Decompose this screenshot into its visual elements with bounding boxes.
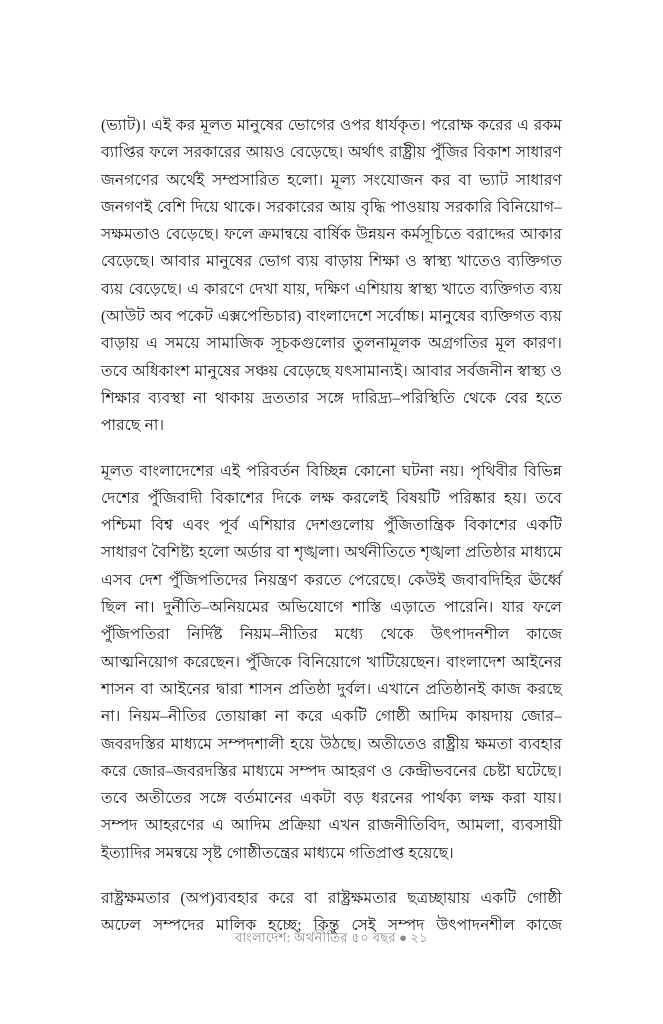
footer-book-title: বাংলাদেশ: অর্থনীতির ৫০ বছর — [235, 930, 397, 945]
body-paragraph-2: মূলত বাংলাদেশের এই পরিবর্তন বিচ্ছিন্ন কোনো ঘটনা নয়। পৃথিবীর বিভিন্ন দেশের পুঁজিবাদী বিকাশের দিকে লক্ষ করলেই বিষয়টি পরিষ্কার হয়। তবে পশ্চিমা বিশ্ব এবং পূর্ব এশিয়ার দেশগুলোয় পুঁজিতান্ত্রিক বিকাশের একটি সাধারণ বৈশিষ্ট্য হলো অর্ডার বা শৃঙ্খলা। অর্থনীতিতে শৃঙ্খলা প্রতিষ্ঠার মাধ্যমে এসব দেশ পুঁজিপতিদের নিয়ন্ত্রণ করতে পেরেছে। কেউই জবাবদিহির ঊর্ধ্বে ছিল না। দুর্নীতি–অনিয়মের অভিযোগে শাস্তি এড়াতে পারেনি। যার ফলে পুঁজিপতিরা নির্দিষ্ট নিয়ম–নীতির মধ্যে থেকে উৎপাদনশীল কাজে আত্মনিয়োগ করেছেন। পুঁজিকে বিনিয়োগে খাটিয়েছেন। বাংলাদেশ আইনের শাসন বা আইনের দ্বারা শাসন প্রতিষ্ঠা দুর্বল। এখানে প্রতিষ্ঠানই কাজ করছে না। নিয়ম–নীতির তোয়াক্কা না করে একটি গোষ্ঠী আদিম কায়দায় জোর–জবরদস্তির মাধ্যমে সম্পদশালী হয়ে উঠছে। অতীতেও রাষ্ট্রীয় ক্ষমতা ব্যবহার করে জোর–জবরদস্তির মাধ্যমে সম্পদ আহরণ ও কেন্দ্রীভবনের চেষ্টা ঘটেছে। তবে অতীতের সঙ্গে বর্তমানের একটা বড় ধরনের পার্থক্য লক্ষ করা যায়। সম্পদ আহরণের এ আদিম প্রক্রিয়া এখন রাজনীতিবিদ, আমলা, ব্যবসায়ী ইত্যাদির সমন্বয়ে সৃষ্ট গোষ্ঠীতন্ত্রের মাধ্যমে গতিপ্রাপ্ত হয়েছে। — [101, 462, 562, 862]
page-text-block — [101, 112, 562, 940]
footer-page-number: ২১ — [410, 930, 428, 945]
page-footer — [0, 928, 663, 948]
body-paragraph-3: রাষ্ট্রক্ষমতার (অপ)ব্যবহার করে বা রাষ্ট্রক্ষমতার ছত্রচ্ছায়ায় একটি গোষ্ঠী অঢেল সম্পদের মালিক হচ্ছে; কিন্তু সেই সম্পদ উৎপাদনশীল কাজে — [101, 890, 562, 935]
footer-separator-bullet: ● — [399, 930, 408, 945]
body-paragraph-1: (ভ্যাট)। এই কর মূলত মানুষের ভোগের ওপর ধার্যকৃত। পরোক্ষ করের এ রকম ব্যাপ্তির ফলে সরকারের আয়ও বেড়েছে। অর্থাৎ রাষ্ট্রীয় পুঁজির বিকাশ সাধারণ জনগণের অর্থেই সম্প্রসারিত হলো। মূল্য সংযোজন কর বা ভ্যাট সাধারণ জনগণই বেশি দিয়ে থাকে। সরকারের আয় বৃদ্ধি পাওয়ায় সরকারি বিনিয়োগ–সক্ষমতাও বেড়েছে। ফলে ক্রমান্বয়ে বার্ষিক উন্নয়ন কর্মসূচিতে বরাদ্দের আকার বেড়েছে। আবার মানুষের ভোগ ব্যয় বাড়ায় শিক্ষা ও স্বাস্থ্য খাতেও ব্যক্তিগত ব্যয় বেড়েছে। এ কারণে দেখা যায়, দক্ষিণ এশিয়ায় স্বাস্থ্য খাতে ব্যক্তিগত ব্যয় (আউট অব পকেট এক্সপেন্ডিচার) বাংলাদেশে সর্বোচ্চ। মানুষের ব্যক্তিগত ব্যয় বাড়ায় এ সময়ে সামাজিক সূচকগুলোর তুলনামূলক অগ্রগতির মূল কারণ। তবে অধিকাংশ মানুষের সঞ্চয় বেড়েছে যৎসামান্যই। আবার সর্বজনীন স্বাস্থ্য ও শিক্ষার ব্যবস্থা না থাকায় দ্রততার সঙ্গে দারিদ্র্য–পরিস্থিতি থেকে বের হতে পারছে না। — [101, 117, 562, 435]
